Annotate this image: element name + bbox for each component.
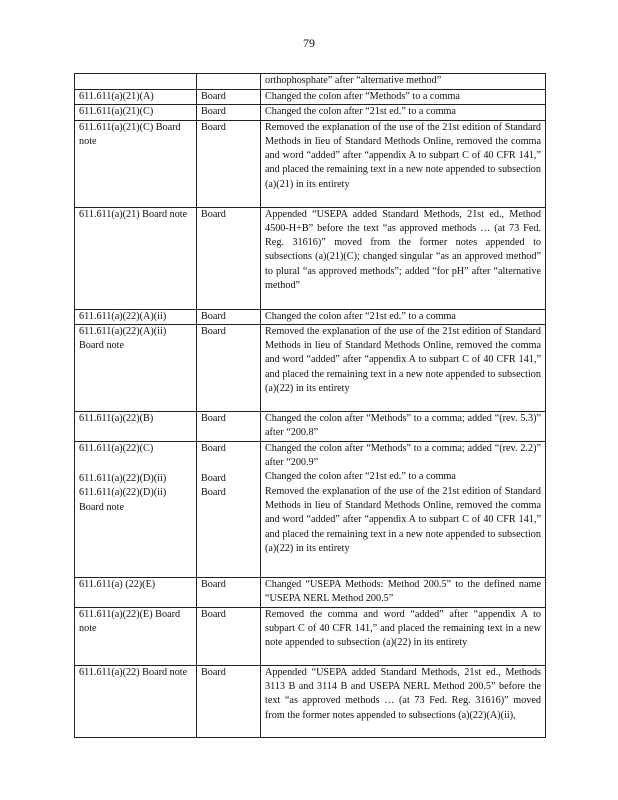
change-cell: Changed the colon after “Methods” to a comma [261, 90, 546, 105]
change-cell: Appended “USEPA added Standard Methods, 21st ed., Method 4500-H+B” before the text “as approved methods … (at 73 Fed. Reg. 31616)” moved from the former notes appended to subsections (a)(21)(C); changed singular “as an approved method” to plural “as approved methods”; added “for pH” after “alternative method” [261, 207, 546, 309]
change-cell: Changed the colon after “Methods” to a comma; added “(rev. 5.3)” after “200.8” [261, 411, 546, 441]
table-row [75, 120, 546, 207]
change-text: Removed the explanation of the use of the 21st edition of Standard Methods in lieu of Standard Methods Online, removed the comma and word “added” after “appendix A to subpart C of 40 CFR 141,” and placed the remaining text in a new note appended to subsection (a)(22) in its entirety [265, 485, 541, 554]
table-row [75, 665, 546, 737]
table-row [75, 324, 546, 411]
table-row [75, 90, 546, 105]
section-cell: 611.611(a)(22)(B) [75, 411, 197, 441]
actor-cell: Board [197, 120, 261, 207]
actor-cell: Board [197, 309, 261, 324]
actor-cell: Board [197, 577, 261, 607]
actor-cell: Board [197, 665, 261, 737]
actor-cell: Board [197, 324, 261, 411]
section-cell: 611.611(a)(22) Board note [75, 665, 197, 737]
section-cell: 611.611(a) (22)(E) [75, 577, 197, 607]
table-row [75, 577, 546, 607]
section-cell: 611.611(a)(21)(C) [75, 105, 197, 120]
actor-cell: Board [197, 411, 261, 441]
change-cell: Appended “USEPA added Standard Methods, 21st ed., Methods 3113 B and 3114 B and USEPA NERL Method 200.5” before the text “as approved methods … (at 73 Fed. Reg. 31616)” moved from the former notes appended to subsections (a)(22)(A)(ii), [261, 665, 546, 737]
actor-cell: Board [197, 607, 261, 665]
section-text: 611.611(a)(22)(D)(ii) [79, 473, 167, 485]
change-cell: orthophosphate” after “alternative method” [261, 74, 546, 90]
section-text: 611.611(a)(22)(D)(ii) Board note [79, 487, 167, 513]
table-row [75, 207, 546, 309]
section-cell: 611.611(a)(21)(A) [75, 90, 197, 105]
section-cell: 611.611(a)(21)(C) Board note [75, 120, 197, 207]
section-cell [75, 441, 197, 577]
change-text: Changed the colon after “Methods” to a comma; added “(rev. 2.2)” after “200.9” [265, 442, 541, 469]
table-row [75, 441, 546, 577]
change-cell: Removed the explanation of the use of the 21st edition of Standard Methods in lieu of Standard Methods Online, removed the comma and word “added” after “appendix A to subpart C of 40 CFR 141,” and placed the remaining text in a new note appended to subsection (a)(21) in its entirety [261, 120, 546, 207]
actor-cell: Board [197, 90, 261, 105]
table-row [75, 105, 546, 120]
actor-cell: Board [197, 207, 261, 309]
actor-cell [197, 441, 261, 577]
table-row [75, 74, 546, 90]
amendments-table [74, 73, 546, 738]
actor-cell: Board [197, 105, 261, 120]
section-cell: 611.611(a)(21) Board note [75, 207, 197, 309]
actor-text: Board [201, 473, 226, 485]
section-cell: 611.611(a)(22)(A)(ii) [75, 309, 197, 324]
change-cell: Changed “USEPA Methods: Method 200.5” to the defined name “USEPA NERL Method 200.5” [261, 577, 546, 607]
page-number: 79 [303, 36, 315, 50]
change-cell: Removed the explanation of the use of the 21st edition of Standard Methods in lieu of Standard Methods Online, removed the comma and word “added” after “appendix A to subpart C of 40 CFR 141,” and placed the remaining text in a new note appended to subsection (a)(22) in its entirety [261, 324, 546, 411]
section-text: 611.611(a)(22)(C) [79, 442, 154, 454]
table-row [75, 411, 546, 441]
change-cell: Removed the comma and word “added” after “appendix A to subpart C of 40 CFR 141,” and placed the remaining text in a new note appended to subsection (a)(22) in its entirety [261, 607, 546, 665]
change-text: Changed the colon after “21st ed.” to a comma [265, 471, 456, 483]
change-cell: Changed the colon after “21st ed.” to a comma [261, 105, 546, 120]
section-cell [75, 74, 197, 90]
section-cell: 611.611(a)(22)(E) Board note [75, 607, 197, 665]
change-cell: Changed the colon after “21st ed.” to a comma [261, 309, 546, 324]
actor-text: Board [201, 487, 226, 499]
actor-text: Board [201, 442, 226, 454]
actor-cell [197, 74, 261, 90]
section-cell: 611.611(a)(22)(A)(ii) Board note [75, 324, 197, 411]
change-cell [261, 441, 546, 577]
table-row [75, 309, 546, 324]
table-row [75, 607, 546, 665]
